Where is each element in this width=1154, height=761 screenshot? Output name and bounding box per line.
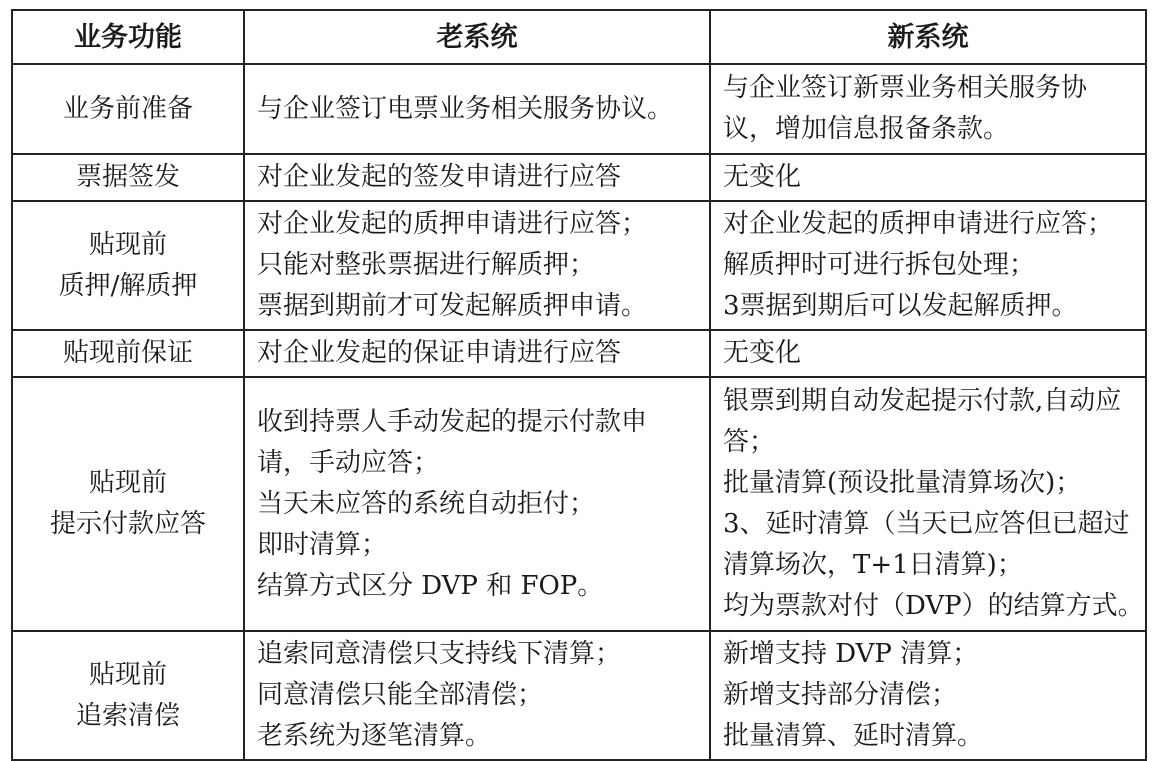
new-cell [710,330,1146,377]
table-row [12,154,1146,201]
old-cell [244,330,710,377]
old-text: 追索同意清偿只支持线下清算； [257,639,622,669]
func-text: 质押/解质押 [58,270,198,301]
new-text: 均为票款对付（DVP）的结算方式。 [723,591,1144,621]
func-cell [12,631,244,760]
header-row [12,10,1146,64]
old-text: 即时清算； [257,529,388,560]
func-text: 业务前准备 [62,93,193,124]
old-text: 票据到期前才可发起解质押申请。 [257,291,648,321]
new-text: 解质押时可进行拆包处理； [723,250,1036,280]
func-text: 贴现前 [88,229,167,260]
func-cell [12,64,244,154]
old-text: 与企业签订电票业务相关服务协议。 [257,93,674,124]
old-text: 结算方式区分 DVP 和 FOP。 [257,570,604,601]
old-text: 对企业发起的保证申请进行应答 [257,338,622,368]
func-text: 贴现前 [88,468,167,498]
table-row [12,377,1146,631]
old-text: 当天未应答的系统自动拒付； [257,488,596,519]
new-text: 新增支持部分清偿； [723,680,958,710]
new-text: 银票到期自动发起提示付款,自动应答； [723,386,1122,457]
func-text: 追索清偿 [75,700,180,731]
new-text: 无变化 [723,338,802,368]
old-cell [244,64,710,154]
old-text: 只能对整张票据进行解质押； [257,250,596,280]
header-old-system: 老系统 [244,10,710,64]
table-row [12,631,1146,760]
func-cell [12,330,244,377]
new-cell [710,154,1146,201]
func-text: 提示付款应答 [49,509,206,539]
old-cell [244,377,710,631]
func-cell [12,377,244,631]
old-text: 对企业发起的质押申请进行应答； [257,209,648,239]
new-text: 批量清算、延时清算。 [723,721,984,751]
new-text: 与企业签订新票业务相关服务协议，增加信息报备条款。 [723,73,1088,144]
header-business-function: 业务功能 [12,10,244,64]
comparison-table [11,9,1147,761]
table-row [12,201,1146,330]
func-text: 票据签发 [75,162,180,192]
table-row [12,64,1146,154]
old-cell [244,154,710,201]
old-text: 收到持票人手动发起的提示付款申请，手动应答； [257,406,648,478]
new-cell [710,631,1146,760]
old-text: 对企业发起的签发申请进行应答 [257,162,622,192]
new-cell [710,64,1146,154]
func-cell [12,154,244,201]
old-text: 老系统为逐笔清算。 [257,721,492,751]
new-text: 新增支持 DVP 清算； [723,639,979,669]
header-new-system: 新系统 [710,10,1146,64]
func-text: 贴现前保证 [62,338,193,368]
new-text: 无变化 [723,162,802,192]
func-text: 贴现前 [88,659,167,690]
old-text: 同意清偿只能全部清偿； [257,680,544,710]
new-cell [710,377,1146,631]
old-cell [244,631,710,760]
new-text: 对企业发起的质押申请进行应答； [723,209,1114,239]
old-cell [244,201,710,330]
new-text: 3、延时清算（当天已应答但已超过清算场次，T+1日清算)； [723,509,1130,580]
new-text: 批量清算(预设批量清算场次)； [723,468,1082,498]
table-row [12,330,1146,377]
func-cell [12,201,244,330]
new-cell [710,201,1146,330]
new-text: 3票据到期后可以发起解质押。 [723,291,1078,321]
